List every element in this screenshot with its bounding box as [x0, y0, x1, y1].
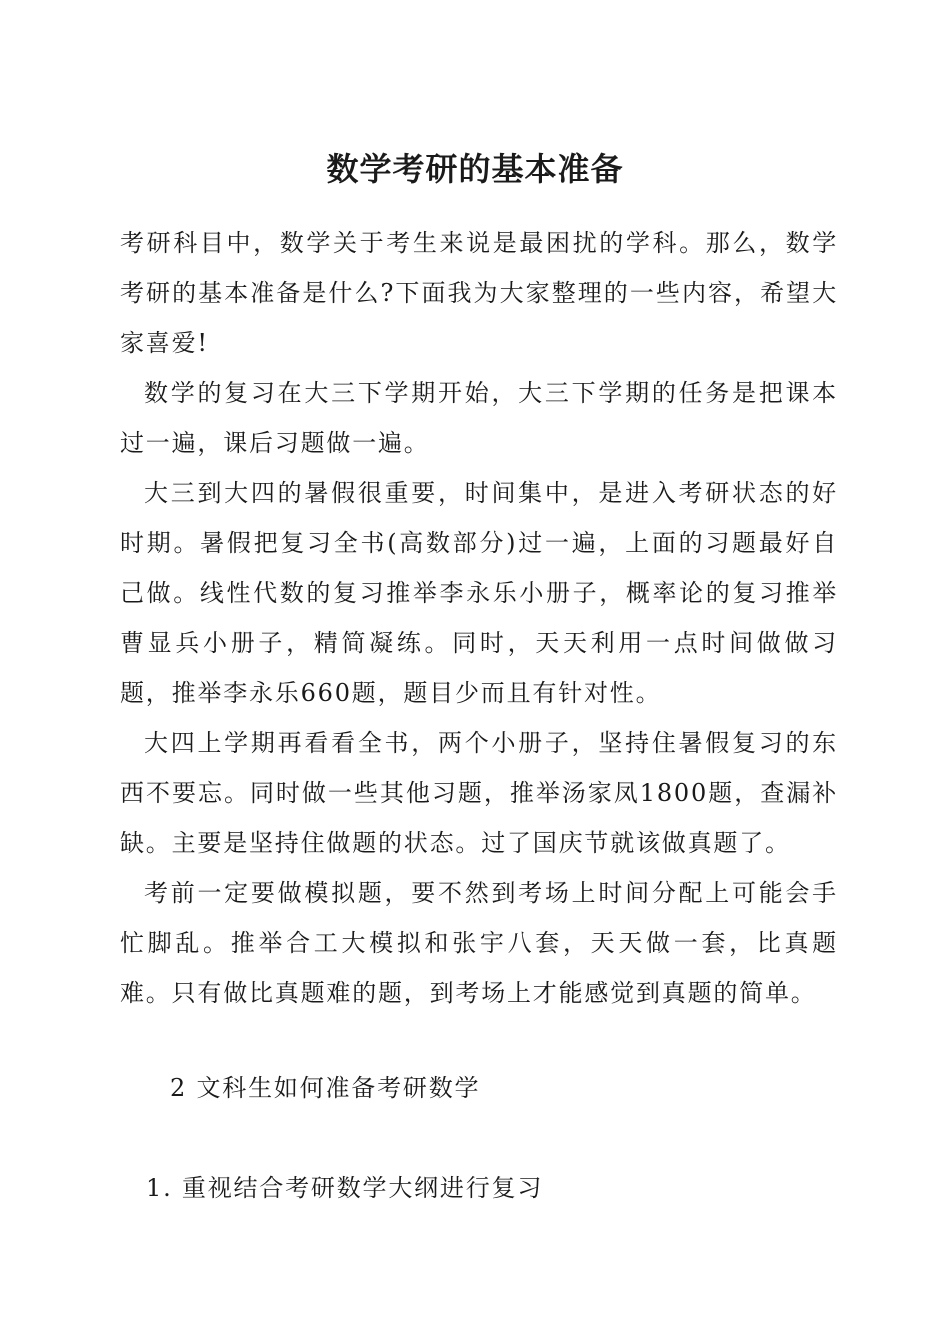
body-paragraph: 大四上学期再看看全书，两个小册子，坚持住暑假复习的东西不要忘。同时做一些其他习题，推举汤家凤1800题，查漏补缺。主要是坚持住做题的状态。过了国庆节就该做真题了。	[120, 729, 838, 857]
body-paragraph: 大三到大四的暑假很重要，时间集中，是进入考研状态的好时期。暑假把复习全书(高数部分)过一遍，上面的习题最好自己做。线性代数的复习推举李永乐小册子，概率论的复习推举曹显兵小册子，精简凝练。同时，天天利用一点时间做做习题，推举李永乐660题，题目少而且有针对性。	[120, 479, 838, 707]
document-title: 数学考研的基本准备	[326, 150, 624, 188]
intro-paragraph: 考研科目中，数学关于考生来说是最困扰的学科。那么，数学考研的基本准备是什么?下面我为大家整理的一些内容，希望大家喜爱!	[120, 229, 838, 357]
subsection-heading: 1. 重视结合考研数学大纲进行复习	[146, 1174, 544, 1202]
section-heading: 2 文科生如何准备考研数学	[170, 1074, 481, 1102]
body-paragraph: 数学的复习在大三下学期开始，大三下学期的任务是把课本过一遍，课后习题做一遍。	[120, 379, 838, 457]
body-paragraph: 考前一定要做模拟题，要不然到考场上时间分配上可能会手忙脚乱。推举合工大模拟和张宇八套，天天做一套，比真题难。只有做比真题难的题，到考场上才能感觉到真题的简单。	[120, 879, 838, 1007]
